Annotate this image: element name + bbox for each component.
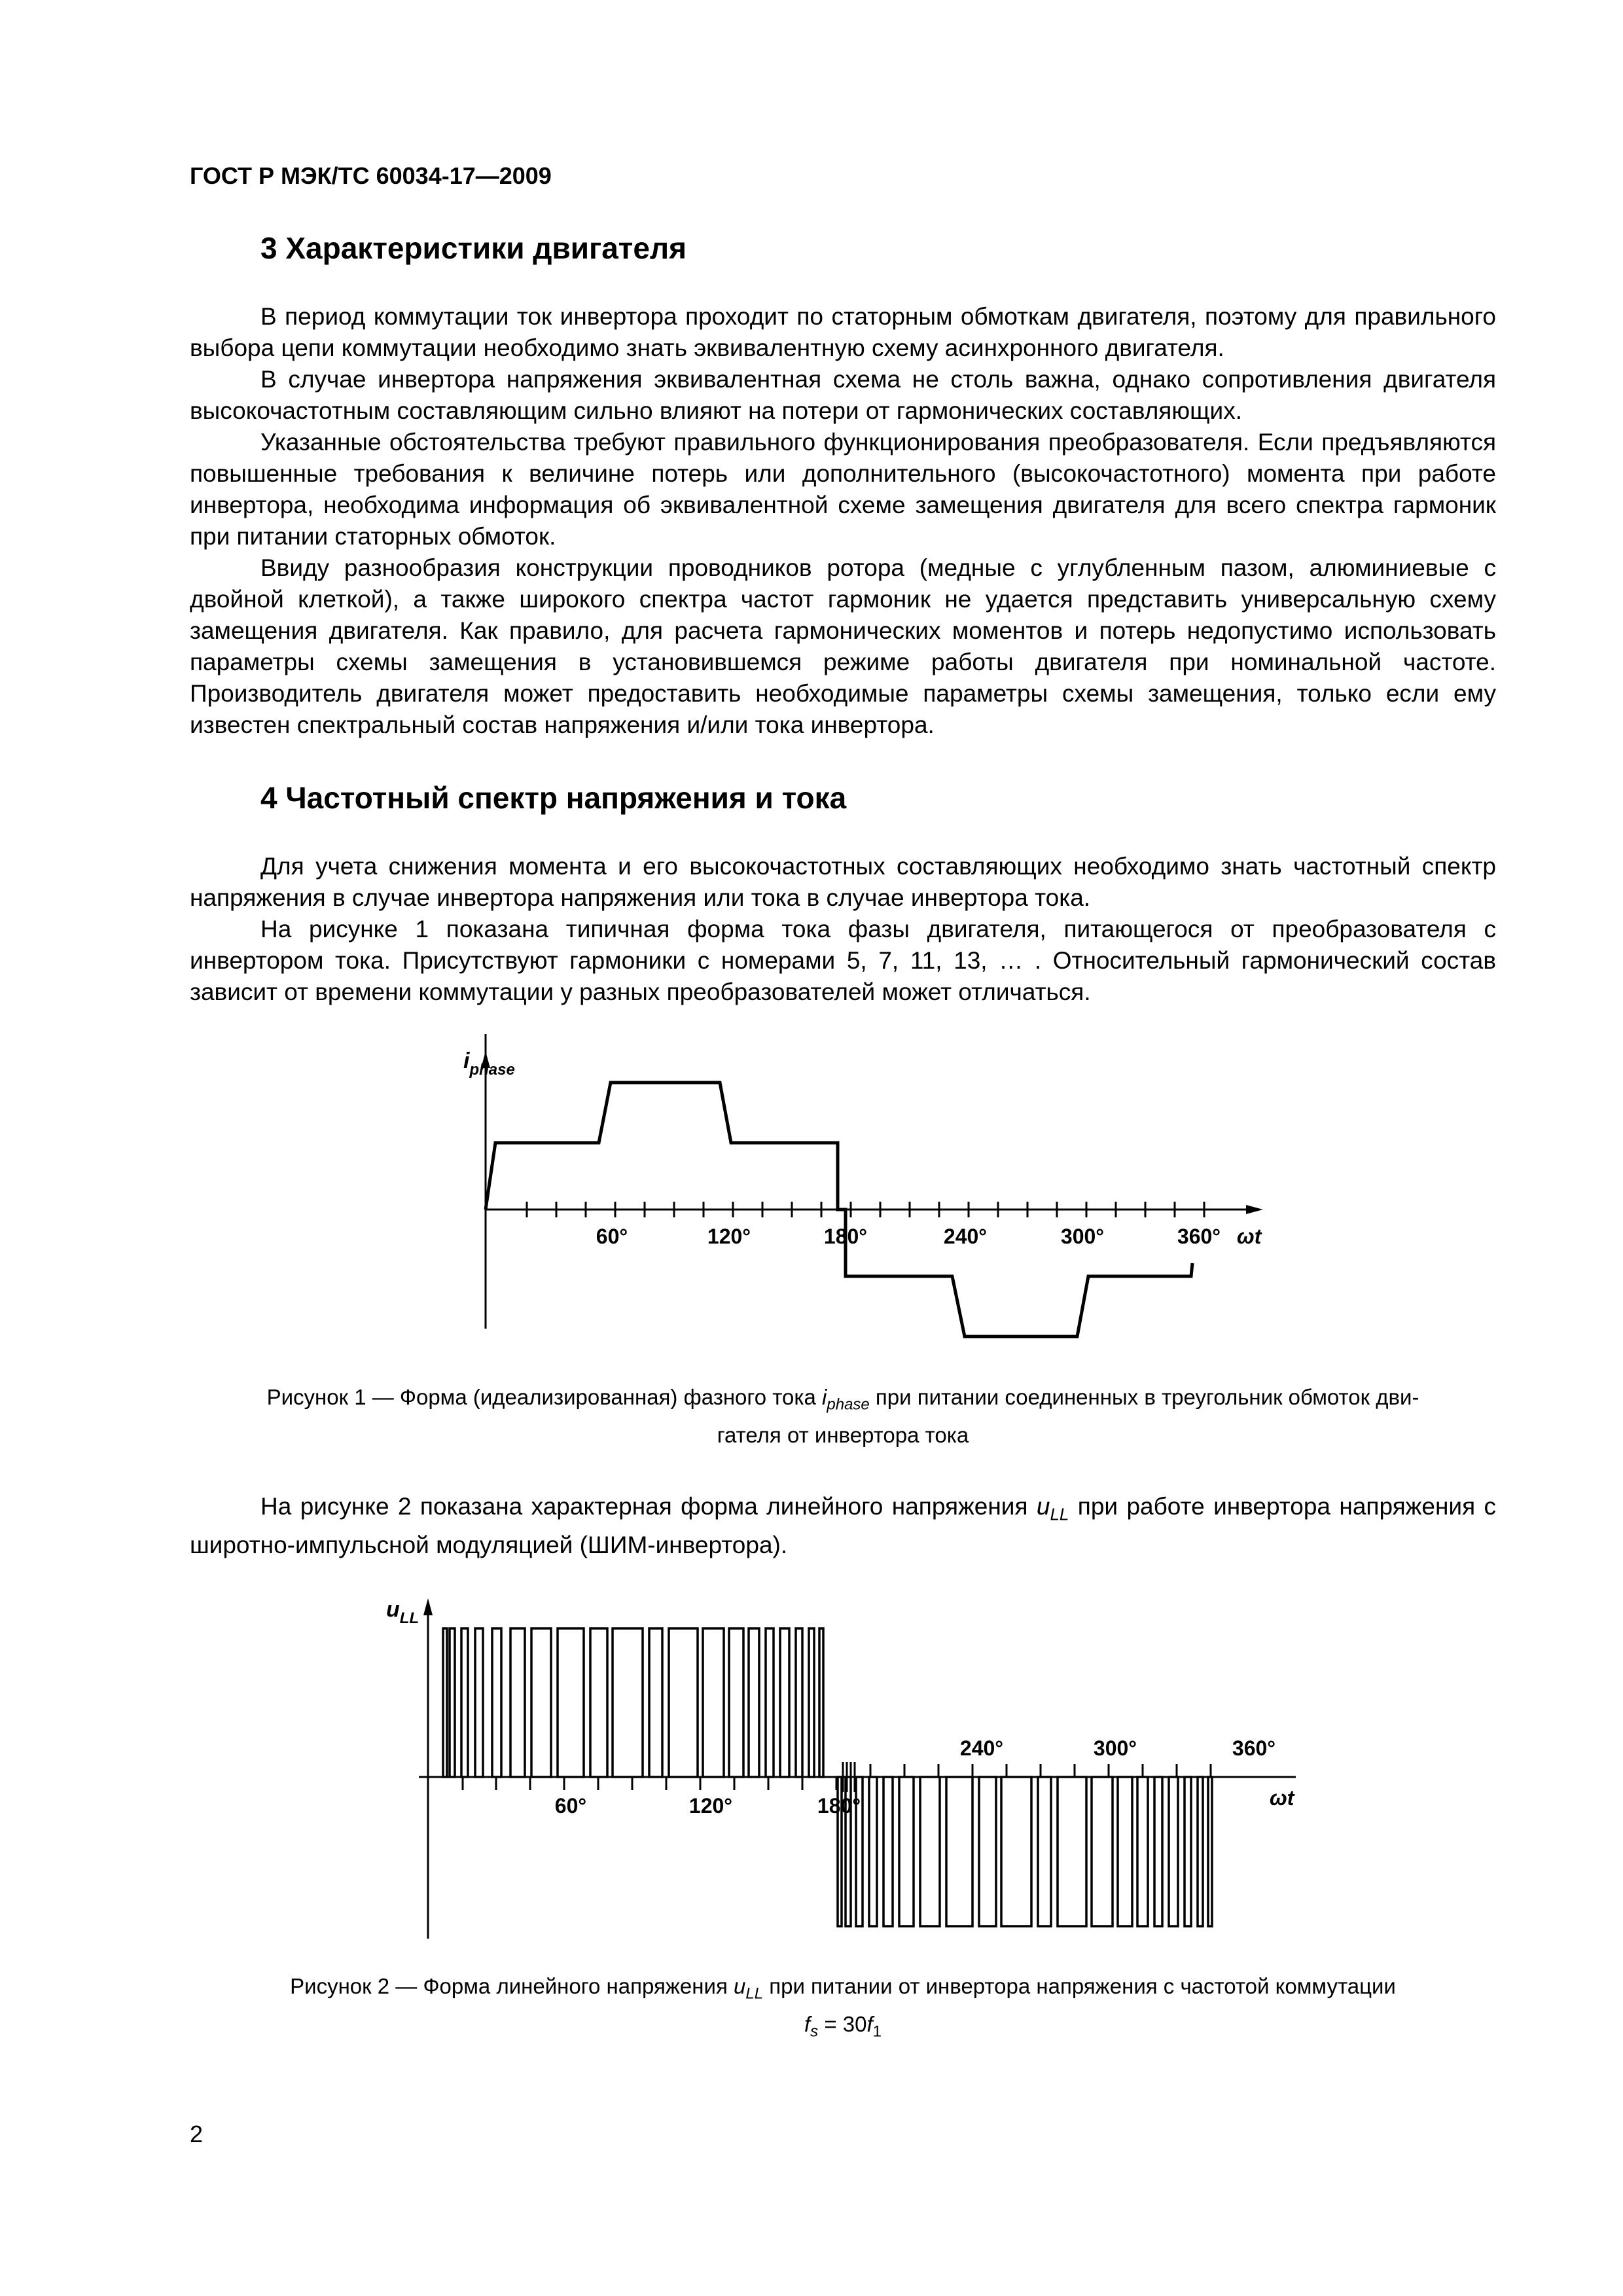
section-4-paragraph: На рисунке 1 показана типичная форма тока фазы двигателя, питающегося от преобразователя с инвертором тока. Присутствуют гармоники с номерами 5, 7, 11, 13, … . Относительный гармонический состав зависит от времени коммутации у разных преобразователей может отличаться.	[190, 916, 1496, 1005]
fig1-y-label: $i_{phase}$	[463, 1049, 515, 1079]
page-number: 2	[190, 2121, 204, 2147]
document-header: ГОСТ Р МЭК/ТС 60034-17—2009	[190, 162, 552, 189]
section-4-paragraph: Для учета снижения момента и его высокочастотных составляющих необходимо знать частотный спектр напряжения в случае инвертора напряжения или тока в случае инвертора тока.	[190, 853, 1496, 911]
figure-2-caption-line-1: Рисунок 2 — Форма линейного напряжения $u_{LL}$ при питании от инвертора напряжения с частотой коммутации	[290, 1974, 1396, 2003]
fig2-y-label: $u_{LL}$	[386, 1597, 419, 1627]
figure-2-intro	[190, 1491, 1496, 1561]
section-3-paragraph: В период коммутации ток инвертора проходит по статорным обмоткам двигателя, поэтому для правильного выбора цепи коммутации необходимо знать эквивалентную схему асинхронного двигателя.	[190, 303, 1496, 361]
section-3-paragraph: Ввиду разнообразия конструкции проводников ротора (медные с углубленным пазом, алюминиевые с двойной клеткой), а также широкого спектра частот гармоник не удается представить универсальную схему замещения двигателя. Как правило, для расчета гармонических моментов и потерь недопустимо использовать параметры схемы замещения в установившемся режиме работы двигателя при номинальной частоте. Производитель двигателя может предоставить необходимые параметры схемы замещения, только если ему известен спектральный состав напряжения и/или тока инвертора.	[190, 554, 1496, 738]
section-4-title: 4 Частотный спектр напряжения и тока	[260, 781, 847, 815]
fig2-positive-pulses	[443, 1628, 823, 1777]
figure-2-intro-paragraph: На рисунке 2 показана характерная форма линейного напряжения $u_{LL}$ при работе инвертора напряжения с широтно-импульсной модуляцией (ШИМ-инвертора).	[190, 1493, 1497, 1559]
figure-1-caption	[190, 1382, 1496, 1450]
fig1-x-label: ωt	[1237, 1225, 1262, 1248]
fig2-y-arrow	[423, 1598, 433, 1615]
section-3-title: 3 Характеристики двигателя	[260, 231, 687, 265]
section-3-paragraph: В случае инвертора напряжения эквивалентная схема не столь важна, однако сопротивления двигателя высокочастотным составляющим сильно влияют на потери от гармонических составляющих.	[190, 366, 1496, 424]
fig2-tick-label: 60°	[554, 1794, 587, 1818]
section-4-body	[190, 851, 1496, 1008]
fig2-tick-label: 300°	[1093, 1736, 1137, 1760]
fig1-tick-label: 300°	[1060, 1225, 1105, 1248]
fig1-tick-label: 60°	[596, 1225, 628, 1248]
fig2-negative-pulses	[838, 1777, 1212, 1926]
fig2-tick-label: 180°	[817, 1794, 861, 1818]
fig1-x-arrow	[1246, 1205, 1263, 1214]
fig2-tick-label: 240°	[959, 1736, 1004, 1760]
figure-1-current-waveform	[458, 1028, 1309, 1355]
fig1-tick-label: 360°	[1177, 1225, 1221, 1248]
figure-2-caption	[190, 1971, 1496, 2047]
figure-2-caption-line-2: $f_s = 30f_1$	[804, 2011, 882, 2041]
fig2-tick-label: 360°	[1232, 1736, 1276, 1760]
fig2-tick-label: 120°	[688, 1794, 733, 1818]
fig1-tick-label: 180°	[823, 1225, 868, 1248]
figure-1-caption-line-2: гателя от инвертора тока	[717, 1422, 969, 1447]
figure-1-caption-line-1: Рисунок 1 — Форма (идеализированная) фазного тока $i_{phase}$ при питании соединенных в треугольник обмоток дви-	[266, 1385, 1419, 1414]
figure-2-pwm-voltage	[380, 1590, 1315, 1944]
fig2-x-label: ωt	[1270, 1786, 1294, 1810]
fig1-tick-label: 120°	[707, 1225, 751, 1248]
fig1-tick-label: 240°	[943, 1225, 988, 1248]
section-3-body	[190, 301, 1496, 741]
section-3-paragraph: Указанные обстоятельства требуют правильного функционирования преобразователя. Если предъявляются повышенные требования к величине потерь или дополнительного (высокочастотного) момента при работе инвертора, необходима информация об эквивалентной схеме замещения двигателя для всего спектра гармоник при питании статорных обмоток.	[190, 429, 1496, 550]
